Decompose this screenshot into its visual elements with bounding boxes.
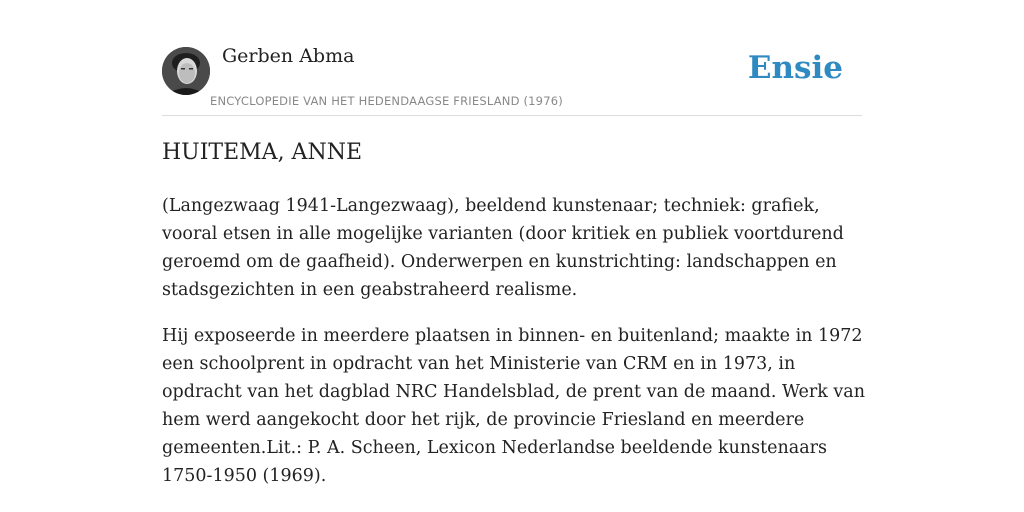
entry-body: [162, 192, 867, 508]
header-divider: [162, 115, 862, 116]
author-name[interactable]: Gerben Abma: [222, 45, 355, 67]
author-avatar[interactable]: [162, 47, 210, 95]
author-portrait-icon: [162, 47, 210, 95]
entry-paragraph: Hij exposeerde in meerdere plaatsen in binnen- en buitenland; maakte in 1972 een schoolprent in opdracht van het Ministerie van CRM en in 1973, in opdracht van het dagblad NRC Handelsblad, de prent van de maand. Werk van hem werd aangekocht door het rijk, de provincie Friesland en meerdere gemeenten.Lit.: P. A. Scheen, Lexicon Nederlandse beeldende kunstenaars 1750-1950 (1969).: [162, 326, 866, 486]
entry-paragraph: (Langezwaag 1941-Langezwaag), beeldend kunstenaar; techniek: grafiek, vooral etsen in alle mogelijke varianten (door kritiek en publiek voortdurend geroemd om de gaafheid). Onderwerpen en kunstrichting: landschappen en stadsgezichten in een geabstraheerd realisme.: [162, 196, 844, 300]
source-label[interactable]: ENCYCLOPEDIE VAN HET HEDENDAAGSE FRIESLAND (1976): [210, 94, 563, 108]
ensie-logo[interactable]: Ensie: [747, 50, 843, 86]
entry-title: HUITEMA, ANNE: [162, 140, 362, 165]
